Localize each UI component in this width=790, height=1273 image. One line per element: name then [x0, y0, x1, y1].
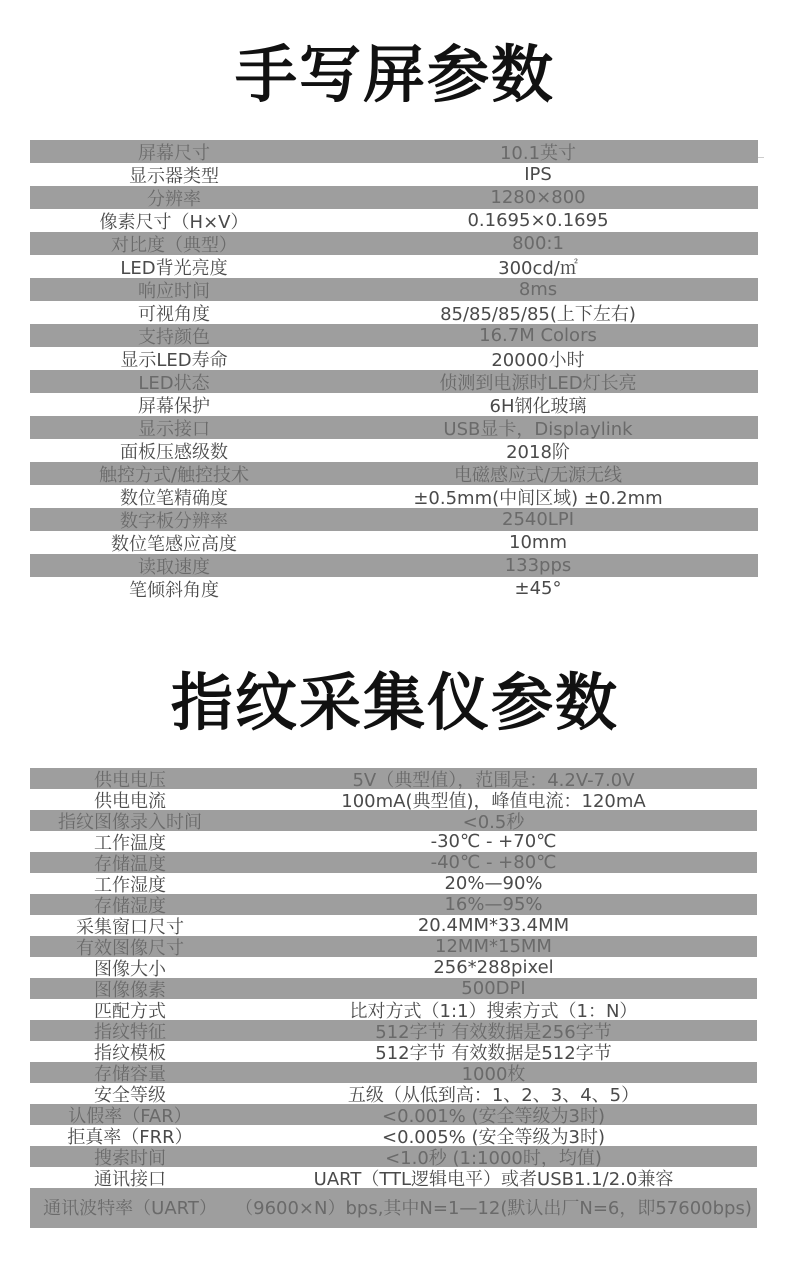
spec-label: LED状态 — [138, 372, 210, 393]
table-row — [30, 508, 758, 531]
spec-label: 认假率（FAR） — [68, 1105, 192, 1125]
spec-value: 12MM*15MM — [435, 936, 552, 957]
spec-value: 20%—90% — [444, 873, 543, 894]
spec-label: 搜索时间 — [94, 1147, 166, 1167]
spec-label: 可视角度 — [138, 303, 210, 324]
spec-label: 响应时间 — [138, 280, 210, 301]
spec-label: 图像大小 — [94, 958, 166, 978]
table-row — [30, 140, 758, 163]
spec-value: 2540LPI — [502, 509, 574, 530]
spec-value: 8ms — [518, 279, 558, 300]
spec-label: 指纹模板 — [94, 1042, 166, 1062]
spec-label: 工作湿度 — [94, 874, 166, 894]
spec-value: ±0.5mm(中间区域) ±0.2mm — [413, 487, 663, 508]
table-row — [30, 1062, 757, 1083]
table-row — [30, 347, 758, 370]
fingerprint-specs-table — [30, 768, 757, 1228]
spec-label: 采集窗口尺寸 — [76, 916, 184, 936]
table-row — [30, 439, 758, 462]
table-row — [30, 416, 758, 439]
spec-label: 存储容量 — [94, 1063, 166, 1083]
spec-value: <1.0秒 (1:1000时，均值) — [385, 1147, 602, 1167]
spec-value: 512字节 有效数据是256字节 — [375, 1021, 612, 1041]
spec-value: 133pps — [504, 555, 572, 576]
spec-label: 存储湿度 — [94, 895, 166, 915]
spec-value: 300cd/㎡ — [498, 257, 578, 278]
spec-label: 有效图像尺寸 — [76, 937, 184, 957]
table-row — [30, 163, 758, 186]
table-row — [30, 370, 758, 393]
spec-label: 拒真率（FRR） — [67, 1126, 193, 1146]
table-row — [30, 255, 758, 278]
table-row — [30, 831, 757, 852]
spec-value: 6H钢化玻璃 — [489, 395, 587, 416]
table-row — [30, 789, 757, 810]
table-row — [30, 209, 758, 232]
spec-label: 匹配方式 — [94, 1000, 166, 1020]
spec-label: 显示器类型 — [129, 165, 219, 186]
spec-label: 屏幕尺寸 — [138, 142, 210, 163]
spec-value: -40℃ - +80℃ — [430, 852, 557, 873]
spec-value: 10mm — [509, 532, 567, 553]
table-row — [30, 485, 758, 508]
table-row — [30, 1188, 757, 1228]
table-row — [30, 936, 757, 957]
spec-value: 500DPI — [461, 978, 526, 999]
spec-value: 2018阶 — [506, 441, 570, 462]
spec-label: 通讯接口 — [94, 1168, 166, 1188]
table-row — [30, 1146, 757, 1167]
spec-label: 像素尺寸（H×V） — [99, 211, 249, 232]
spec-value: 100mA(典型值)，峰值电流：120mA — [341, 790, 646, 810]
table-row — [30, 462, 758, 485]
table-row — [30, 894, 757, 915]
table-row — [30, 852, 757, 873]
spec-label: 对比度（典型） — [111, 234, 237, 255]
spec-value: 电磁感应式/无源无线 — [453, 464, 623, 485]
spec-value: -30℃ - +70℃ — [430, 831, 557, 852]
spec-label: 显示LED寿命 — [120, 349, 228, 370]
spec-label: 分辨率 — [147, 188, 201, 209]
spec-value: 比对方式（1:1）搜索方式（1：N） — [349, 1000, 638, 1020]
table-row — [30, 232, 758, 255]
table-row — [30, 531, 758, 554]
spec-value: UART（TTL逻辑电平）或者USB1.1/2.0兼容 — [313, 1168, 674, 1188]
spec-label: 安全等级 — [94, 1084, 166, 1104]
table-row — [30, 393, 758, 416]
table-row — [30, 554, 758, 577]
spec-value: 10.1英寸 — [499, 142, 577, 163]
spec-label: 显示接口 — [138, 418, 210, 439]
spec-value: <0.5秒 — [462, 811, 525, 831]
table-row — [30, 301, 758, 324]
table-row — [30, 278, 758, 301]
spec-label: 供电电流 — [94, 790, 166, 810]
spec-label: 数位笔精确度 — [120, 487, 228, 508]
spec-label: 通讯波特率（UART） — [43, 1198, 217, 1218]
spec-label: 面板压感级数 — [120, 441, 228, 462]
spec-label: 屏幕保护 — [138, 395, 210, 416]
spec-value: 256*288pixel — [433, 957, 554, 978]
handwriting-specs-table — [30, 140, 758, 600]
spec-label: 指纹特征 — [94, 1021, 166, 1041]
table-row — [30, 873, 757, 894]
spec-value: 16.7M Colors — [479, 325, 597, 346]
table-row — [30, 1083, 757, 1104]
table-row — [30, 810, 757, 831]
divider — [758, 157, 764, 158]
spec-value: USB显卡，Displaylink — [443, 418, 633, 439]
spec-label: 工作温度 — [94, 832, 166, 852]
spec-label: 读取速度 — [138, 556, 210, 577]
spec-label: 供电电压 — [94, 769, 166, 789]
table-row — [30, 768, 757, 789]
table-row — [30, 1167, 757, 1188]
spec-label: 支持颜色 — [138, 326, 210, 347]
fingerprint-specs-title: 指纹采集仪参数 — [170, 666, 619, 739]
spec-label: 数位笔感应高度 — [111, 533, 237, 554]
table-row — [30, 324, 758, 347]
table-row — [30, 915, 757, 936]
spec-value: 512字节 有效数据是512字节 — [375, 1042, 612, 1062]
table-row — [30, 999, 757, 1020]
spec-value: 0.1695×0.1695 — [467, 210, 609, 231]
spec-value: 16%—95% — [444, 894, 543, 915]
table-row — [30, 1020, 757, 1041]
spec-value: 1000枚 — [461, 1063, 526, 1083]
table-row — [30, 186, 758, 209]
spec-label: 图像像素 — [94, 979, 166, 999]
spec-value: （9600×N）bps,其中N=1—12(默认出厂N=6，即57600bps) — [235, 1198, 752, 1218]
spec-label: 触控方式/触控技术 — [98, 464, 250, 485]
spec-value: IPS — [524, 164, 552, 185]
spec-value: <0.005% (安全等级为3时) — [382, 1126, 605, 1146]
spec-label: LED背光亮度 — [120, 257, 228, 278]
table-row — [30, 1104, 757, 1125]
spec-label: 笔倾斜角度 — [129, 579, 219, 600]
spec-value: 20000小时 — [491, 349, 585, 370]
table-row — [30, 957, 757, 978]
handwriting-specs-title: 手写屏参数 — [234, 38, 555, 111]
table-row — [30, 1125, 757, 1146]
spec-label: 指纹图像录入时间 — [58, 811, 202, 831]
spec-value: 800:1 — [512, 233, 564, 254]
spec-value: ±45° — [514, 578, 562, 599]
spec-value: <0.001% (安全等级为3时) — [382, 1105, 605, 1125]
spec-value: 5V（典型值），范围是：4.2V-7.0V — [352, 769, 635, 789]
spec-value: 1280×800 — [490, 187, 586, 208]
spec-value: 五级（从低到高：1、2、3、4、5） — [347, 1084, 640, 1104]
spec-value: 侦测到电源时LED灯长亮 — [439, 372, 637, 393]
spec-label: 数字板分辨率 — [120, 510, 228, 531]
table-row — [30, 978, 757, 999]
spec-value: 85/85/85/85(上下左右) — [440, 303, 636, 324]
spec-label: 存储温度 — [94, 853, 166, 873]
table-row — [30, 1041, 757, 1062]
spec-value: 20.4MM*33.4MM — [417, 915, 570, 936]
table-row — [30, 577, 758, 600]
